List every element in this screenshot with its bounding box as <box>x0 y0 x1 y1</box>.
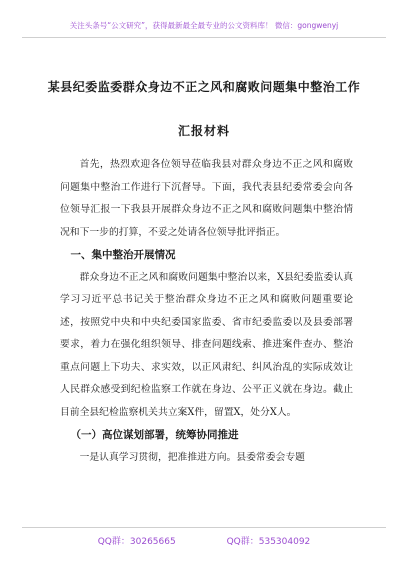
document-subtitle: 汇报材料 <box>177 124 230 138</box>
document-title: 某县纪委监委群众身边不正之风和腐败问题集中整治工作 <box>47 80 361 94</box>
paragraph-subsection1: 一是认真学习贯彻，把准推进方向。县委常委会专题 <box>79 451 305 463</box>
footer-qq-group-2: QQ群：535304092 <box>226 537 311 547</box>
page-header-promo: 关注头条号“公文研究”，获得最新最全最专业的公文资料库！ 微信：gongwenyj <box>22 20 386 38</box>
subsection-heading: （一）高位谋划部署，统筹协同推进 <box>70 429 239 441</box>
footer-qq-group-1: QQ群：30265665 <box>97 537 176 547</box>
page-footer <box>22 527 386 547</box>
paragraph-section1: 群众身边不正之风和腐败问题集中整治以来，X县纪委监委认真学习习近平总书记关于整治群众身边不正之风和腐败问题重要论述，按照党中央和中央纪委国家监委、省市纪委监委以及县委部署要求，着力在强化组织领导、排查问题线索、推进案件查办、整治重点问题上下功夫、求实效，以正风肃纪、纠风治乱的实际成效让人民群众感受到纪检监察工作就在身边、公平正义就在身边。截止目前全县纪检监察机关共立案X件，留置X，处分X人。 <box>60 271 353 418</box>
paragraph-intro: 首先，热烈欢迎各位领导莅临我县对群众身边不正之风和腐败问题集中整治工作进行下沉督导。下面，我代表县纪委常委会向各位领导汇报一下我县开展群众身边不正之风和腐败问题集中整治情况和下一步的打算，不妥之处请各位领导批评指正。 <box>60 159 353 238</box>
document-body <box>60 154 353 469</box>
section-heading: 一、集中整治开展情况 <box>70 249 176 261</box>
